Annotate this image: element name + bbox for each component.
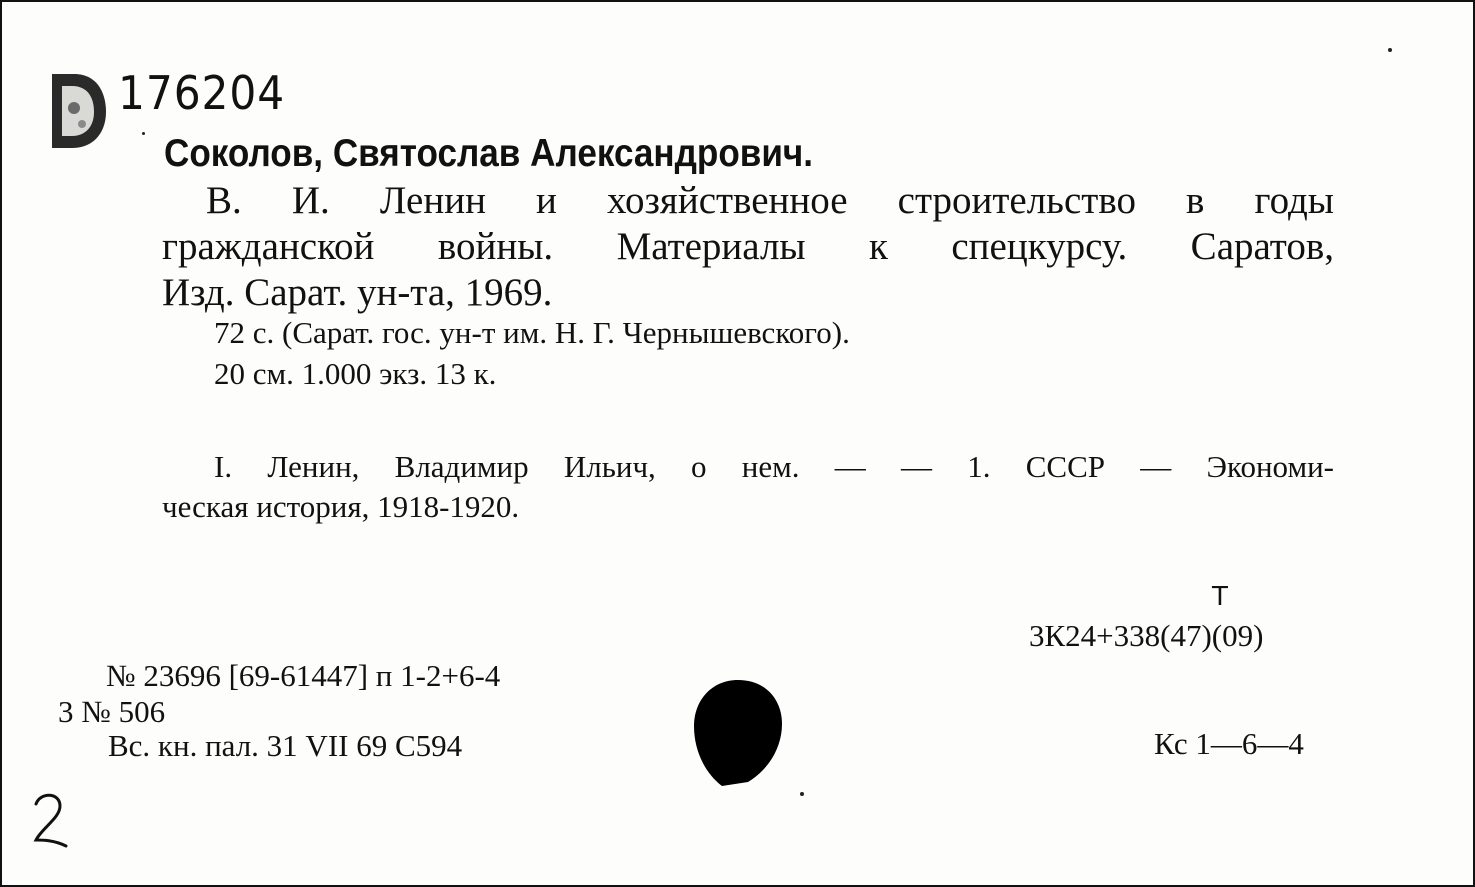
title-line: гражданской войны. Материалы к спецкурсу. Саратов,: [162, 225, 1334, 268]
punch-hole-icon: [692, 678, 784, 788]
print-code: Кс 1—6—4: [1154, 726, 1304, 761]
subject-line: ческая история, 1918-1920.: [162, 489, 520, 524]
speck: [800, 792, 804, 796]
classification-code: 3К24+338(47)(09): [1029, 618, 1264, 653]
physical-line: 72 с. (Сарат. гос. ун-т им. Н. Г. Чернышевского).: [214, 315, 850, 350]
subject-headings: [162, 447, 1334, 527]
physical-description: [214, 312, 850, 394]
handwritten-inventory-number: 176204: [118, 66, 286, 120]
order-number-line: № 23696 [69-61447] п 1-2+6-4: [106, 658, 501, 693]
library-stamp-d-icon: [44, 68, 108, 152]
title-block: [162, 178, 1334, 316]
author-heading: Соколов, Святослав Александрович.: [164, 132, 814, 175]
order-number-line: 3 № 506: [58, 694, 166, 729]
title-line: В. И. Ленин и хозяйственное строительство в годы: [206, 179, 1334, 222]
physical-line: 20 см. 1.000 экз. 13 к.: [214, 356, 497, 391]
handwritten-mark: Т: [1212, 582, 1228, 612]
subject-line: I. Ленин, Владимир Ильич, о нем. — — 1. СССР — Экономи-: [214, 449, 1334, 484]
speck: [142, 132, 145, 135]
speck: [1388, 48, 1392, 52]
handwritten-squiggle-icon: [26, 788, 76, 854]
chamber-line: Вс. кн. пал. 31 VII 69 С594: [108, 728, 463, 763]
title-line: Изд. Сарат. ун-та, 1969.: [162, 271, 553, 314]
